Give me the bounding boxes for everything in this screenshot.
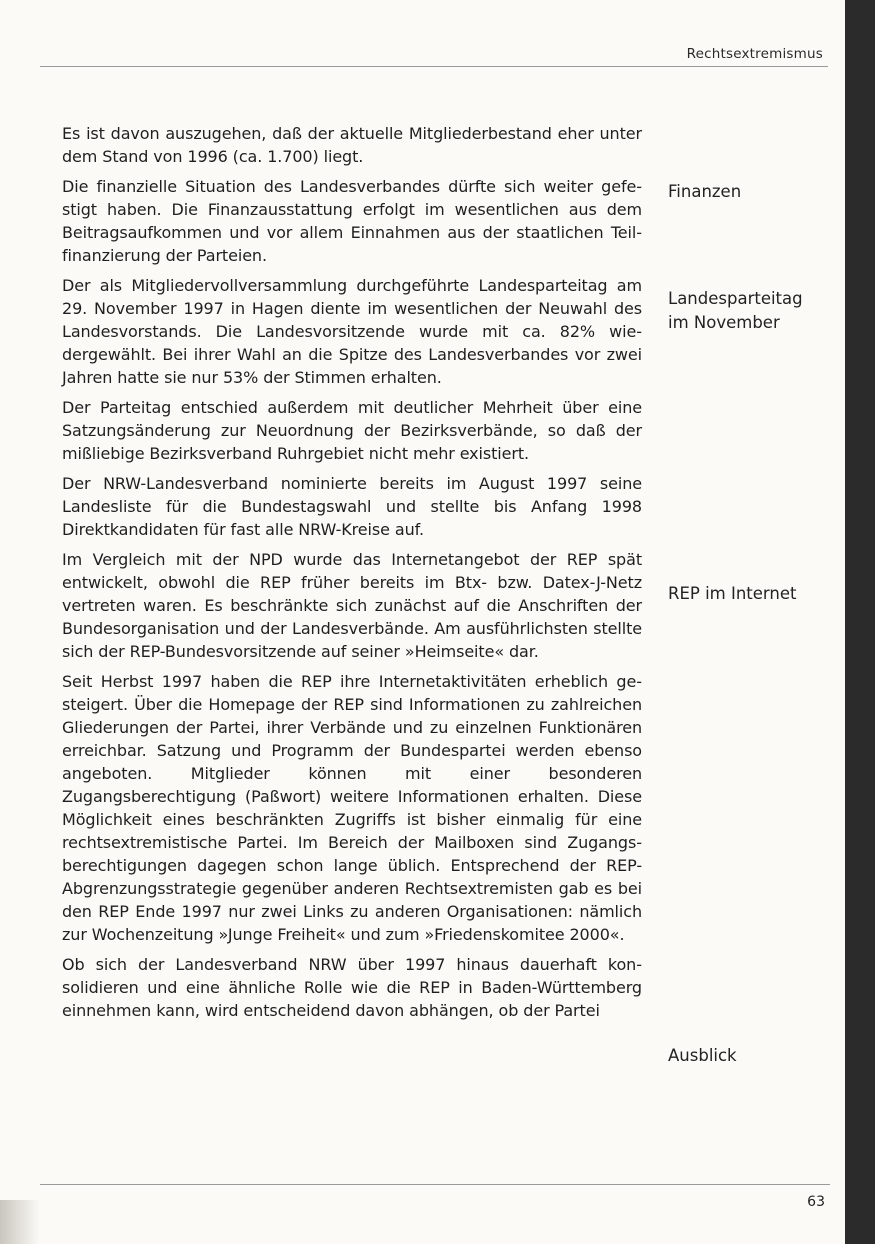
header-rule xyxy=(40,66,828,67)
body-text xyxy=(62,122,642,1029)
scan-edge-shadow xyxy=(845,0,875,1244)
page-number: 63 xyxy=(807,1194,825,1210)
paragraph-state-list: Der NRW-Landesverband nominierte bereits im August 1997 seine Landesliste für die Bundestagswahl und stellte bis Anfang 1998 Direktkandidaten für fast alle NRW-Kreise auf. xyxy=(62,474,642,539)
paragraph-outlook: Ob sich der Landesverband NRW über 1997 hinaus dauerhaft konsolidieren und eine ähnliche Rolle wie die REP in Baden-Württemberg einnehmen kann, wird entscheidend davon abhängen, ob der Partei xyxy=(62,955,642,1020)
margin-note-finanzen: Finanzen xyxy=(668,182,742,201)
footer-rule xyxy=(40,1184,830,1185)
paragraph-internet-activities: Seit Herbst 1997 haben die REP ihre Internetaktivitäten erheblich gesteigert. Über die Homepage der REP sind Informationen zu zahlreichen Gliederungen der Partei, ihrer Verbände und zu einzelnen Funktionären erreichbar. Satzung und Programm der Bundespartei werden ebenso angeboten. Mitglieder können mit einer besonderen Zugangsberechtigung (Paßwort) weitere Informationen erhalten. Diese Möglichkeit eines beschränkten Zugriffs ist bisher einmalig für eine rechtsextremistische Partei. Im Bereich der Mailboxen sind Zugangsberechtigungen dagegen schon lange üblich. Entsprechend der REP-Abgrenzungsstrategie gegenüber anderen Rechtsextremisten gab es bei den REP Ende 1997 nur zwei Links zu anderen Organisationen: nämlich zur Wochenzeitung »Junge Freiheit« und zum »Friedenskomitee 2000«. xyxy=(62,672,642,944)
paragraph-party-congress: Der als Mitgliedervollversammlung durchgeführte Landesparteitag am 29. November 1997 in Hagen diente im wesentlichen der Neuwahl des Landesvorstands. Die Landesvorsitzende wurde mit ca. 82% wiedergewählt. Bei ihrer Wahl an die Spitze des Landesverbandes vor zwei Jahren hatte sie nur 53% der Stimmen erhalten. xyxy=(62,276,642,387)
margin-note-landesparteitag xyxy=(668,287,838,335)
margin-note-ausblick: Ausblick xyxy=(668,1046,737,1065)
margin-note-landesparteitag-line2: im November xyxy=(668,313,780,332)
paragraph-membership: Es ist davon auszugehen, daß der aktuelle Mitgliederbestand eher unter dem Stand von 1996 (ca. 1.700) liegt. xyxy=(62,124,642,166)
margin-note-landesparteitag-line1: Landesparteitag xyxy=(668,289,803,308)
paragraph-statute-change: Der Parteitag entschied außerdem mit deutlicher Mehrheit über eine Satzungsänderung zur Neuordnung der Bezirksverbände, so daß der mißliebige Bezirksverband Ruhrgebiet nicht mehr existiert. xyxy=(62,398,642,463)
binding-shadow xyxy=(0,1200,40,1244)
running-header: Rechtsextremismus xyxy=(686,46,823,62)
paragraph-internet-intro: Im Vergleich mit der NPD wurde das Internetangebot der REP spät entwickelt, obwohl die REP früher bereits im Btx- bzw. Datex-J-Netz vertreten waren. Es beschränkte sich zunächst auf die Anschriften der Bundesorganisation und der Landesverbände. Am ausführlichsten stellte sich der REP-Bundesvorsitzende auf seiner »Heimseite« dar. xyxy=(62,550,642,661)
margin-note-internet: REP im Internet xyxy=(668,584,797,603)
paragraph-finances: Die finanzielle Situation des Landesverbandes dürfte sich weiter gefestigt haben. Die Finanzausstattung erfolgt im wesentlichen aus dem Beitragsaufkommen und vor allem Einnahmen aus der staatlichen Teilfinanzierung der Parteien. xyxy=(62,177,642,265)
